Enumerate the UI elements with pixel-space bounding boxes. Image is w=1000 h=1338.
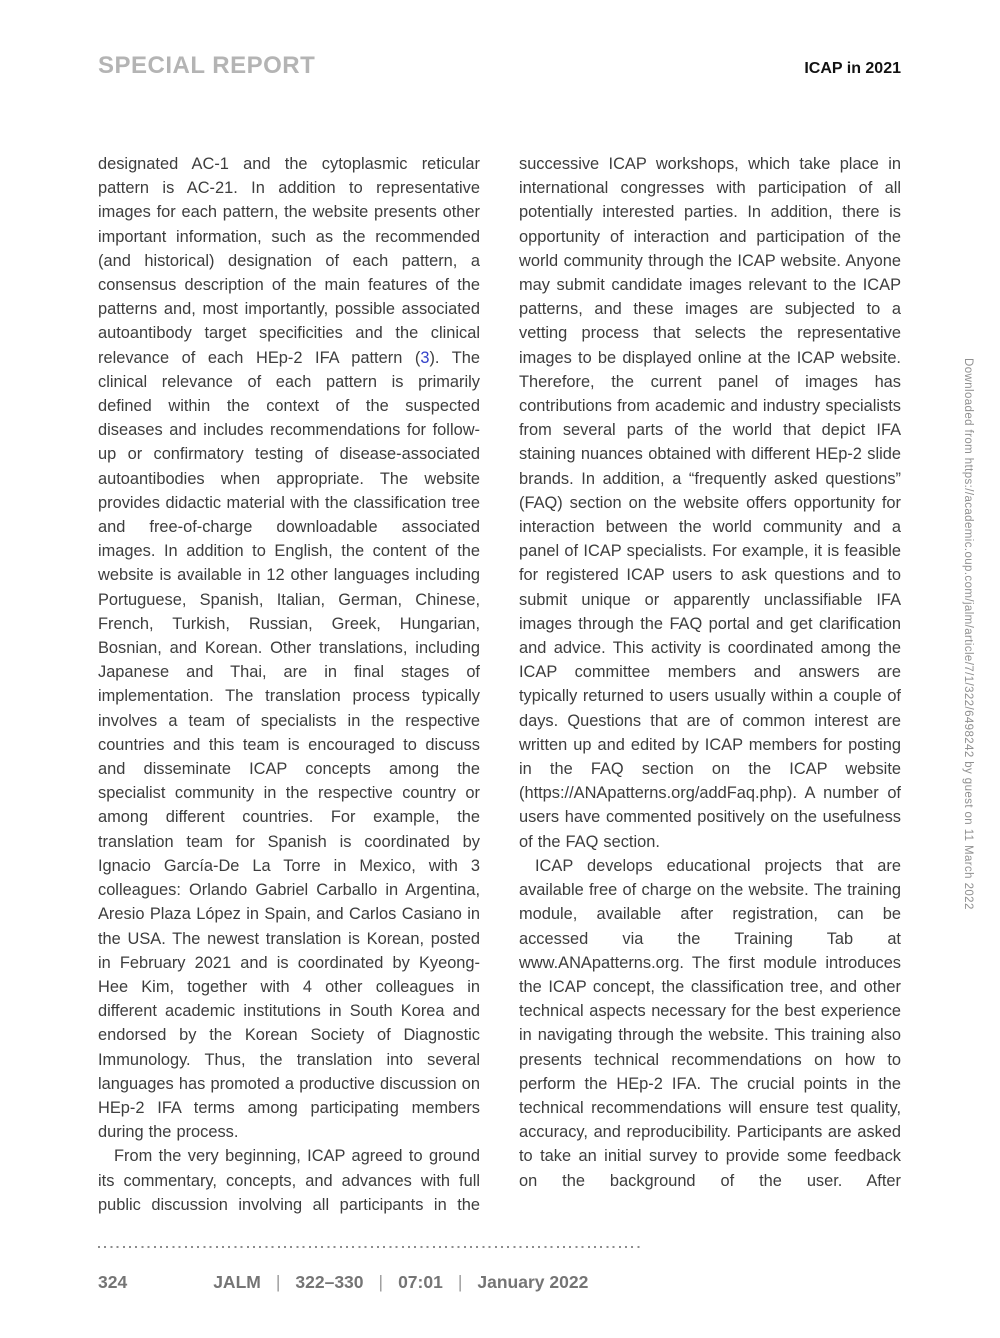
issue-number: 07:01 <box>398 1272 443 1292</box>
footer-separator: | <box>378 1272 384 1292</box>
download-watermark: Downloaded from https://academic.oup.com/jalm/article/7/1/322/6498242 by guest on 11 March 2022 <box>962 358 974 910</box>
paragraph: From the very beginning, ICAP agreed to ground its commentary, concepts, and advances with full public discussion involving all participants in the <box>98 1147 480 1214</box>
journal-abbrev: JALM <box>213 1272 261 1292</box>
left-column <box>98 152 480 1217</box>
paragraph-text: designated AC-1 and the cytoplasmic reticular pattern is AC-21. In addition to representative images for each pattern, the website presents other important information, such as the recommended (and historical) designation of each pattern, a consensus description of the main features of the patterns and, most importantly, possible associated autoantibody target specificities and the clinical relevance of each HEp-2 IFA pattern ( <box>98 155 480 367</box>
paragraph-continuation: successive ICAP workshops, which take place in international congresses with participation of all potentially interested parties. In addition, there is opportunity of interaction and participation of the world community through the ICAP website. Anyone may submit candidate images relevant to the ICAP patterns, and these images are subjected to a vetting process that selects the representative images to be displayed online at the ICAP website. Therefore, the current panel of images has contributions from academic and industry specialists from several parts of the world that depict IFA staining nuances obtained with different HEp-2 slide brands. In addition, a “frequently asked questions” (FAQ) section on the website offers opportunity for interaction between the world community and a panel of ICAP specialists. For example, it is feasible for registered ICAP users to ask questions and to submit unique or apparently unclassifiable IFA images through the FAQ portal and get clarification and advice. This activity is coordinated among the ICAP committee members and answers are typically returned to users usually within a couple of days. Questions that are of common interest are written up and edited by ICAP members for posting in the FAQ section on the ICAP website (https://ANApatterns.org/addFaq.php). A number of users have commented positively on the usefulness of the FAQ section. <box>519 155 901 851</box>
article-body <box>98 152 901 1217</box>
footer-meta <box>213 1272 588 1293</box>
section-label: SPECIAL REPORT <box>98 52 316 79</box>
issue-date: January 2022 <box>477 1272 589 1292</box>
page-number: 324 <box>98 1272 128 1292</box>
running-head-title: ICAP in 2021 <box>804 60 901 77</box>
paragraph-continuation <box>98 152 480 1144</box>
footer-divider <box>98 1246 640 1248</box>
right-column <box>519 152 901 1217</box>
page-range: 322–330 <box>295 1272 364 1292</box>
footer-separator: | <box>457 1272 463 1292</box>
paragraph: ICAP develops educational projects that are available free of charge on the website. The training module, available after registration, can be accessed via the Training Tab at www.ANApatterns.org. The first module introduces the ICAP concept, the classification tree, and other technical aspects necessary for the best experience in navigating through the website. This training also presents technical recommendations on how to perform the HEp-2 IFA. The crucial points in the technical recommendations will ensure test quality, accuracy, and reproducibility. Participants are asked to take an initial survey to provide some feedback on the background of the user. After <box>519 856 901 1190</box>
paragraph-text: ). The clinical relevance of each pattern is primarily defined within the context of the suspected diseases and includes recommendations for follow-up or confirmatory testing of disease-associated autoantibodies when appropriate. The website provides didactic material with the classification tree and free-of-charge downloadable associated images. In addition to English, the content of the website is available in 12 other languages including Portuguese, Spanish, Italian, German, Chinese, French, Turkish, Russian, Greek, Hungarian, Bosnian, and Korean. Other translations, including Japanese and Thai, are in final stages of implementation. The translation process typically involves a team of specialists in the respective countries and this team is encouraged to discuss and disseminate ICAP concepts among the specialist community in the respective country or among different countries. For example, the translation team for Spanish is coordinated by Ignacio García-De La Torre in Mexico, with 3 colleagues: Orlando Gabriel Carballo in Argentina, Aresio Plaza López in Spain, and Carlos Casiano in the USA. The newest translation is Korean, posted in February 2021 and is coordinated by Kyeong-Hee Kim, together with 4 other colleagues in different academic institutions in South Korea and endorsed by the Korean Society of Diagnostic Immunology. Thus, the translation into several languages has promoted a productive discussion on HEp-2 IFA terms among participating members during the process. <box>98 348 480 1142</box>
reference-3-link[interactable]: 3 <box>420 348 430 367</box>
footer-separator: | <box>275 1272 281 1292</box>
footer-row <box>98 1272 901 1293</box>
page-header <box>98 52 901 80</box>
